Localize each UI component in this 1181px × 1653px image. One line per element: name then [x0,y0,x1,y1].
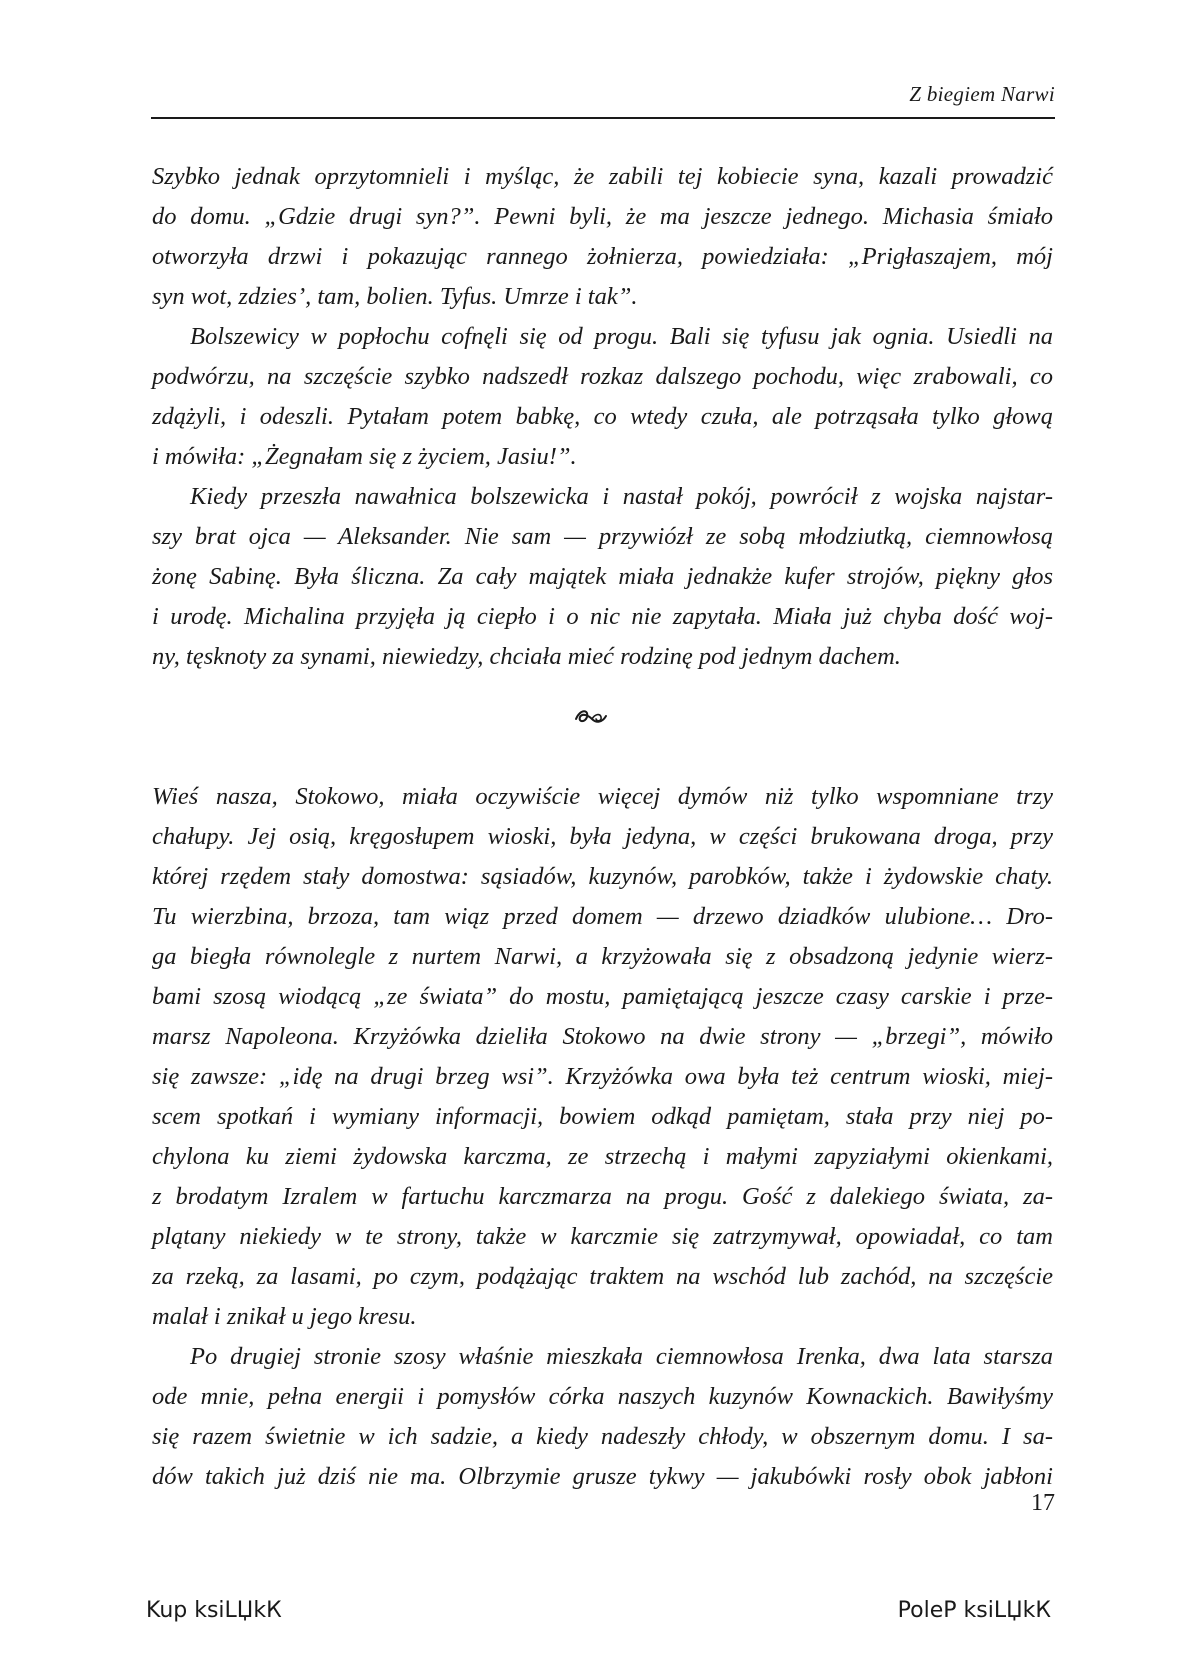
text-line: chałupy. Jej osią, kręgosłupem wioski, była jedyna, w części brukowana droga, przy [152,823,1053,850]
page-number: 17 [1031,1490,1055,1516]
text-line: do domu. „Gdzie drugi syn?”. Pewni byli, że ma jeszcze jednego. Michasia śmiało [152,203,1053,230]
text-line: za rzeką, za lasami, po czym, podążając traktem na wschód lub zachód, na szczęście [152,1263,1053,1290]
text-line: ga biegła równolegle z nurtem Narwi, a krzyżowała się z obsadzoną jedynie wierz- [152,943,1053,970]
text-line: się zawsze: „idę na drugi brzeg wsi”. Krzyżówka owa była też centrum wioski, miej- [152,1063,1053,1090]
text-line: szy brat ojca — Aleksander. Nie sam — przywiózł ze sobą młodziutką, ciemnowłosą [152,523,1053,550]
text-section-2 [152,777,1053,1497]
text-line: Tu wierzbina, brzoza, tam wiąz przed domem — drzewo dziadków ulubione… Dro- [152,903,1053,930]
text-line: żonę Sabinę. Była śliczna. Za cały majątek miała jednakże kufer strojów, piękny głos [152,563,1053,590]
section-ornament [0,706,1181,733]
text-line: Po drugiej stronie szosy właśnie mieszkała ciemnowłosa Irenka, dwa lata starsza [190,1343,1053,1370]
text-line: zdążyli, i odeszli. Pytałam potem babkę, co wtedy czuła, ale potrząsała tylko głową [152,403,1053,430]
text-line: otworzyła drzwi i pokazując rannego żołnierza, powiedziała: „Prigłaszajem, mój [152,243,1053,270]
text-line: Wieś nasza, Stokowo, miała oczywiście więcej dymów niż tylko wspomniane trzy [152,783,1053,810]
text-line: Kiedy przeszła nawałnica bolszewicka i nastał pokój, powrócił z wojska najstar- [190,483,1053,510]
text-line: podwórzu, na szczęście szybko nadszedł rozkaz dalszego pochodu, więc zrabowali, co [152,363,1053,390]
text-line: której rzędem stały domostwa: sąsiadów, kuzynów, parobków, także i żydowskie chaty. [152,863,1053,890]
text-line: Bolszewicy w popłochu cofnęli się od progu. Bali się tyfusu jak ognia. Usiedli na [190,323,1053,350]
text-line: się razem świetnie w ich sadzie, a kiedy nadeszły chłody, w obszernym domu. I sa- [152,1423,1053,1450]
text-line: i urodę. Michalina przyjęła ją ciepło i o nic nie zapytała. Miała już chyba dość woj- [152,603,1053,630]
text-line: syn wot, zdzies’, tam, bolien. Tyfus. Umrze i tak”. [152,283,638,310]
text-line: z brodatym Izralem w fartuchu karczmarza na progu. Gość z dalekiego świata, za- [152,1183,1053,1210]
text-line: chylona ku ziemi żydowska karczma, ze strzechą i małymi zapyziałymi okienkami, [152,1143,1053,1170]
text-section-1 [152,157,1053,677]
text-line: marsz Napoleona. Krzyżówka dzieliła Stokowo na dwie strony — „brzegi”, mówiło [152,1023,1053,1050]
text-line: Szybko jednak oprzytomnieli i myśląc, że zabili tej kobiecie syna, kazali prowadzić [152,163,1053,190]
text-line: i mówiła: „Żegnałam się z życiem, Jasiu!”. [152,443,577,470]
running-title: Z biegiem Narwi [909,82,1055,106]
buy-book-link[interactable]: Kup ksiLЏkК [146,1598,282,1623]
text-line: ode mnie, pełna energii i pomysłów córka naszych kuzynów Kownackich. Bawiłyśmy [152,1383,1053,1410]
fleuron-icon [571,706,611,728]
text-line: ny, tęsknoty za synami, niewiedzy, chciała mieć rodzinę pod jednym dachem. [152,643,901,670]
text-line: malał i znikał u jego kresu. [152,1303,417,1330]
header-rule [151,117,1055,119]
text-line: bami szosą wiodącą „ze świata” do mostu, pamiętającą jeszcze czasy carskie i prze- [152,983,1053,1010]
text-line: plątany niekiedy w te strony, także w karczmie się zatrzymywał, opowiadał, co tam [152,1223,1053,1250]
recommend-book-link[interactable]: PoleP ksiLЏkК [897,1598,1051,1623]
text-line: scem spotkań i wymiany informacji, bowiem odkąd pamiętam, stała przy niej po- [152,1103,1053,1130]
text-line: dów takich już dziś nie ma. Olbrzymie grusze tykwy — jakubówki rosły obok jabłoni [152,1463,1053,1490]
